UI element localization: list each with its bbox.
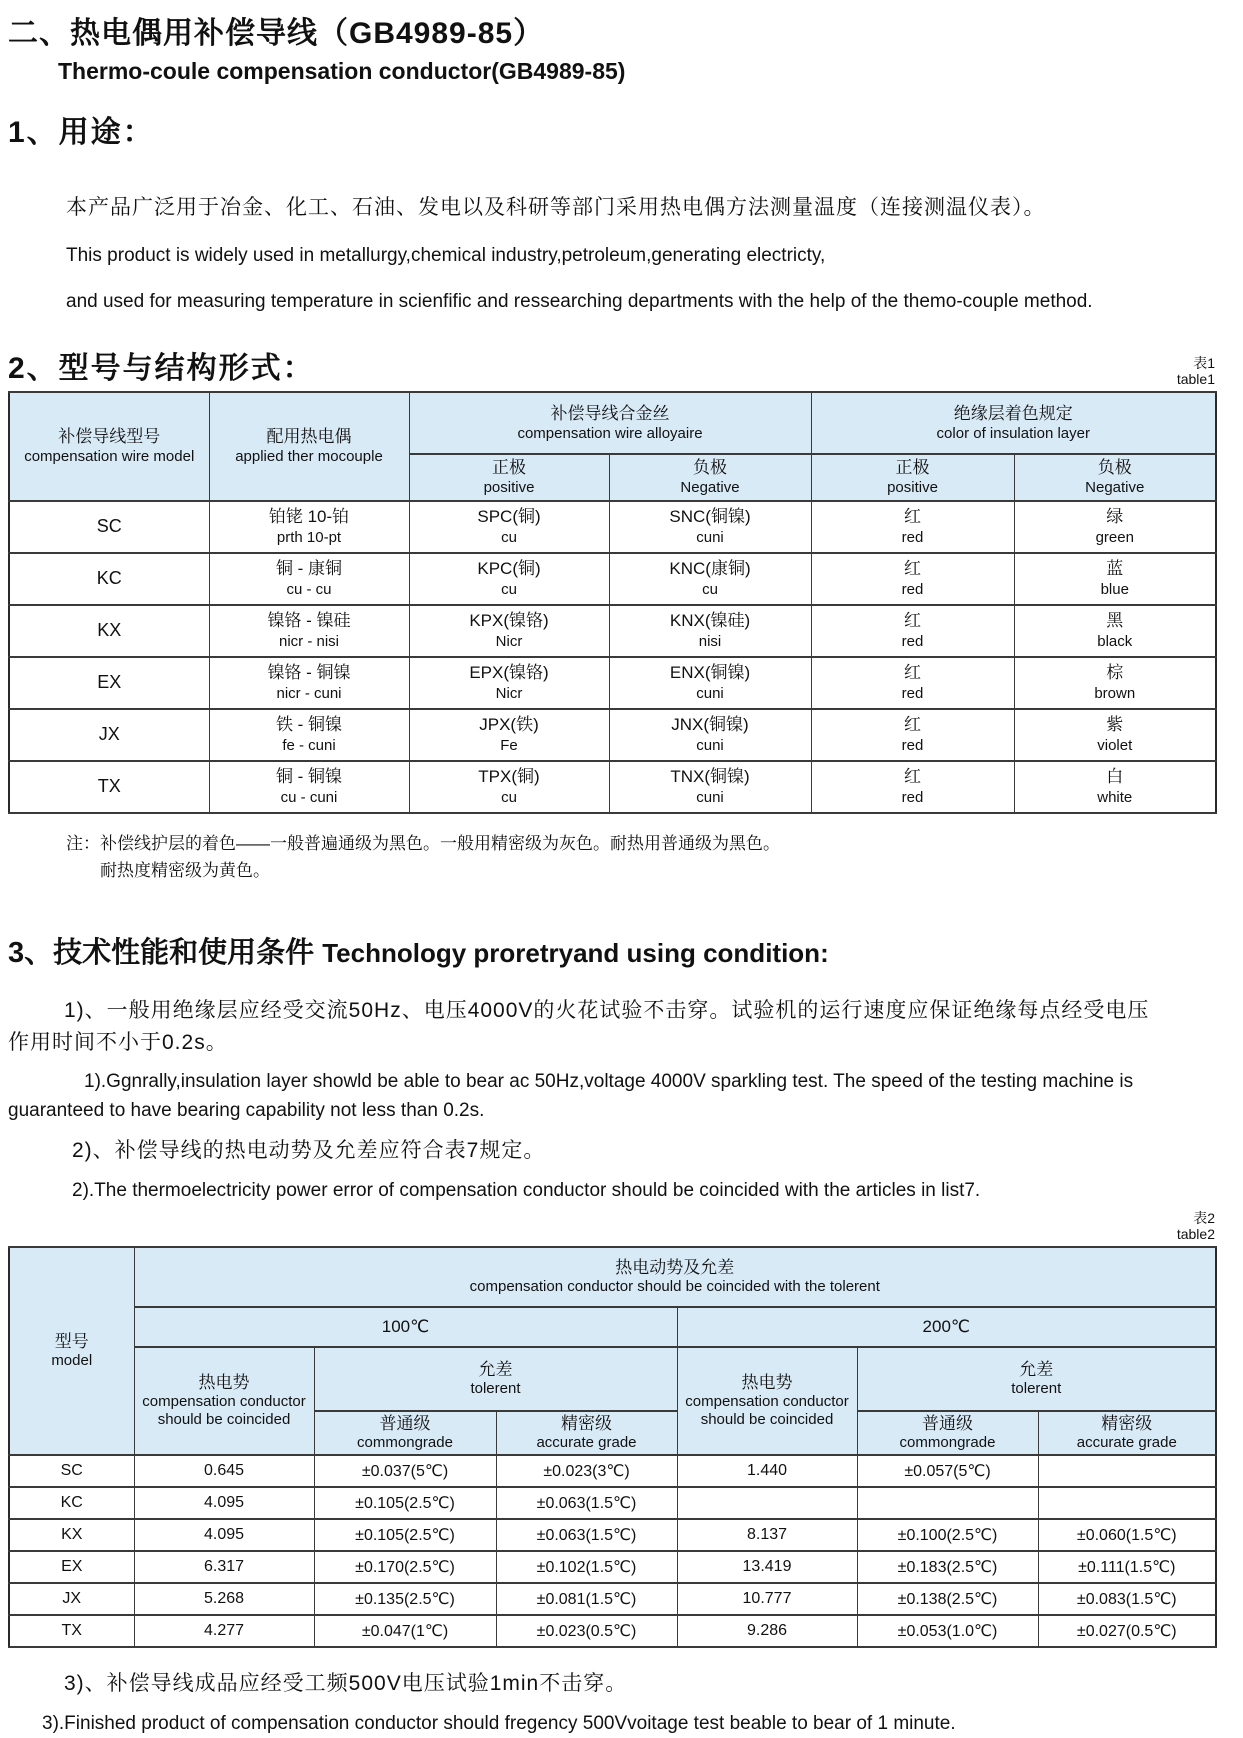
t1-header-model — [9, 392, 209, 501]
applied-cn: 铂铑 10-铂 — [268, 507, 350, 527]
cell-emf-100: 6.317 — [134, 1551, 314, 1583]
cell-accurate-200: ±0.060(1.5℃) — [1038, 1519, 1216, 1551]
t2-header-main-cn: 热电动势及允差 — [615, 1257, 735, 1277]
cell-common-100: ±0.105(2.5℃) — [314, 1487, 496, 1519]
alloy-pos-cn: KPC(铜) — [477, 559, 541, 579]
negative-label-cn: 负极 — [693, 458, 727, 477]
t2-header-tolerance-100 — [314, 1347, 677, 1411]
table1 — [8, 391, 1217, 814]
alloy-neg-cn: KNC(康铜) — [669, 559, 751, 579]
alloy-pos-en: Nicr — [495, 632, 523, 650]
cell-alloy-negative — [609, 657, 811, 709]
color-neg-cn: 黑 — [1106, 611, 1124, 631]
emf-label-en: compensation conductor should be coincided — [142, 1393, 306, 1429]
t1-header-color-neg — [1014, 454, 1216, 501]
item1-cn-line1: 1)、一般用绝缘层应经受交流50Hz、电压4000V的火花试验不击穿。试验机的运行速度应保证绝缘每点经受电压 — [64, 999, 1150, 1023]
alloy-pos-en: cu — [501, 580, 517, 598]
color-neg-en: blue — [1100, 580, 1129, 598]
cell-accurate-100: ±0.023(0.5℃) — [496, 1615, 677, 1647]
cell-model — [9, 709, 209, 761]
cell-emf-200 — [677, 1487, 857, 1519]
t2-header-accurate-200 — [1038, 1411, 1216, 1455]
cell-alloy-negative — [609, 553, 811, 605]
cell-common-200: ±0.183(2.5℃) — [857, 1551, 1038, 1583]
color-neg-en: brown — [1094, 684, 1136, 702]
model-code: KC — [96, 568, 122, 589]
alloy-neg-en: cuni — [696, 684, 724, 702]
cell-accurate-200 — [1038, 1455, 1216, 1487]
accurategrade-label-en: accurate grade — [536, 1434, 637, 1452]
cell-color-negative — [1014, 553, 1216, 605]
cell-accurate-100: ±0.063(1.5℃) — [496, 1487, 677, 1519]
commongrade-label-cn: 普通级 — [922, 1414, 973, 1433]
section3-heading — [8, 930, 1215, 971]
applied-cn: 铜 - 铜镍 — [275, 767, 343, 787]
cell-common-100: ±0.170(2.5℃) — [314, 1551, 496, 1583]
cell-accurate-200: ±0.111(1.5℃) — [1038, 1551, 1216, 1583]
negative-label-cn: 负极 — [1097, 458, 1132, 477]
temp-100-label: 100℃ — [381, 1316, 430, 1336]
section1-heading: 1、用途： — [8, 116, 155, 149]
alloy-pos-cn: EPX(镍铬) — [469, 663, 549, 683]
cell-accurate-100: ±0.081(1.5℃) — [496, 1583, 677, 1615]
color-neg-en: black — [1097, 632, 1133, 650]
cell-common-100: ±0.047(1℃) — [314, 1615, 496, 1647]
positive-label-en: positive — [483, 479, 535, 497]
applied-cn: 镍铬 - 镍硅 — [267, 611, 351, 631]
cell-alloy-positive — [409, 553, 609, 605]
item1-en-line2: guaranteed to have bearing capability not less than 0.2s. — [8, 1099, 485, 1121]
cell-alloy-positive — [409, 761, 609, 813]
t2-header-model — [9, 1247, 134, 1455]
color-pos-en: red — [901, 684, 924, 702]
cell-alloy-positive — [409, 605, 609, 657]
cell-applied — [209, 657, 409, 709]
color-pos-en: red — [901, 632, 924, 650]
cell-color-negative — [1014, 605, 1216, 657]
cell-accurate-200: ±0.027(0.5℃) — [1038, 1615, 1216, 1647]
section-models — [8, 343, 1215, 884]
accurategrade-label-cn: 精密级 — [1101, 1414, 1153, 1433]
color-pos-cn: 红 — [904, 507, 921, 527]
model-code: SC — [96, 516, 122, 537]
cell-accurate-200 — [1038, 1487, 1216, 1519]
cell-color-positive — [811, 709, 1014, 761]
accurategrade-label-en: accurate grade — [1076, 1434, 1177, 1452]
tolerance-label-en: tolerent — [470, 1380, 521, 1398]
cell-model — [9, 501, 209, 553]
t2-header-emf-200 — [677, 1347, 857, 1455]
usage-paragraph-cn: 本产品广泛用于冶金、化工、石油、发电以及科研等部门采用热电偶方法测量温度（连接测温仪表）。 — [66, 196, 1046, 219]
tolerance-label-cn: 允差 — [1019, 1359, 1054, 1379]
t2-header-200c — [677, 1307, 1216, 1347]
color-pos-en: red — [901, 580, 924, 598]
cell-emf-200: 1.440 — [677, 1455, 857, 1487]
color-pos-cn: 红 — [904, 715, 921, 735]
page-header — [8, 8, 1215, 85]
model-code: KX — [97, 620, 122, 641]
color-neg-cn: 白 — [1106, 767, 1124, 787]
cell-common-200: ±0.053(1.0℃) — [857, 1615, 1038, 1647]
cell-common-100: ±0.105(2.5℃) — [314, 1519, 496, 1551]
negative-label-en: Negative — [1085, 479, 1145, 497]
color-neg-cn: 绿 — [1106, 507, 1124, 527]
section3-heading-en: Technology proretryand using condition: — [322, 938, 829, 969]
t1-header-applied-en: applied ther mocouple — [235, 448, 383, 466]
t1-header-model-en: compensation wire model — [24, 448, 195, 466]
cell-common-200 — [857, 1487, 1038, 1519]
applied-en: nicr - cuni — [276, 684, 342, 702]
t1-header-model-cn: 补偿导线型号 — [58, 427, 161, 446]
accurategrade-label-cn: 精密级 — [561, 1414, 612, 1433]
cell-color-positive — [811, 553, 1014, 605]
cell-emf-200: 10.777 — [677, 1583, 857, 1615]
cell-common-200: ±0.100(2.5℃) — [857, 1519, 1038, 1551]
alloy-neg-cn: KNX(镍硅) — [669, 611, 751, 631]
table-row — [9, 1487, 1216, 1519]
t2-header-main-en: compensation conductor should be coincided with the tolerent — [469, 1278, 880, 1296]
negative-label-en: Negative — [680, 479, 740, 497]
cell-emf-200: 9.286 — [677, 1615, 857, 1647]
alloy-pos-en: Nicr — [495, 684, 523, 702]
cell-color-negative — [1014, 657, 1216, 709]
cell-applied — [209, 761, 409, 813]
alloy-pos-en: Fe — [500, 736, 518, 754]
cell-common-200: ±0.057(5℃) — [857, 1455, 1038, 1487]
table-row — [9, 1615, 1216, 1647]
cell-applied — [209, 709, 409, 761]
t1-header-alloy — [409, 392, 811, 454]
table-row — [9, 605, 1216, 657]
alloy-neg-en: cuni — [696, 736, 724, 754]
alloy-neg-cn: TNX(铜镍) — [670, 767, 750, 787]
cell-alloy-negative — [609, 709, 811, 761]
cell-common-100: ±0.135(2.5℃) — [314, 1583, 496, 1615]
positive-label-cn: 正极 — [895, 458, 930, 477]
cell-accurate-100: ±0.023(3℃) — [496, 1455, 677, 1487]
item3-cn: 3)、补偿导线成品应经受工频500V电压试验1min不击穿。 — [64, 1672, 628, 1696]
note-line1: 注：补偿线护层的着色——一般普遍通级为黑色。一般用精密级为灰色。耐热用普通级为黑色。 — [66, 833, 780, 853]
emf-label-cn: 热电势 — [198, 1373, 250, 1392]
emf-label-cn: 热电势 — [741, 1373, 793, 1392]
alloy-neg-cn: ENX(铜镍) — [669, 663, 751, 683]
cell-applied — [209, 605, 409, 657]
color-neg-cn: 棕 — [1106, 663, 1124, 683]
t2-header-accurate-100 — [496, 1411, 677, 1455]
cell-color-positive — [811, 605, 1014, 657]
note-line2: 耐热度精密级为黄色。 — [100, 861, 270, 881]
cell-emf-200: 8.137 — [677, 1519, 857, 1551]
alloy-neg-cn: SNC(铜镍) — [669, 507, 751, 527]
alloy-neg-en: cuni — [696, 788, 724, 806]
alloy-pos-en: cu — [501, 528, 517, 546]
t1-header-alloy-pos — [409, 454, 609, 501]
item2-en: 2).The thermoelectricity power error of compensation conductor should be coincided with the articles in list7. — [72, 1179, 981, 1201]
t2-header-model-en: model — [51, 1352, 93, 1370]
cell-alloy-negative — [609, 605, 811, 657]
item1-en-line1: 1).Ggnrally,insulation layer showld be able to bear ac 50Hz,voltage 4000V sparkling test. The speed of the testing machine is — [84, 1071, 1134, 1093]
t1-header-color — [811, 392, 1216, 454]
section-usage — [8, 107, 1215, 313]
table1-label-en: table1 — [1176, 370, 1215, 387]
t2-header-model-cn: 型号 — [54, 1332, 89, 1351]
table-row — [9, 1583, 1216, 1615]
usage-paragraph-en-line1: This product is widely used in metallurgy,chemical industry,petroleum,generating electricty, — [66, 245, 826, 266]
table-row — [9, 553, 1216, 605]
t2-header-common-100 — [314, 1411, 496, 1455]
cell-common-200: ±0.138(2.5℃) — [857, 1583, 1038, 1615]
model-code: JX — [98, 724, 120, 745]
applied-en: nicr - nisi — [278, 632, 339, 650]
t2-header-common-200 — [857, 1411, 1038, 1455]
table2-label — [1177, 1211, 1215, 1242]
positive-label-cn: 正极 — [492, 458, 526, 477]
table-row — [9, 1551, 1216, 1583]
alloy-pos-en: cu — [501, 788, 517, 806]
color-neg-en: violet — [1097, 736, 1133, 754]
table2-label-en: table2 — [1176, 1225, 1215, 1242]
commongrade-label-en: commongrade — [357, 1434, 453, 1452]
color-neg-cn: 蓝 — [1106, 559, 1124, 579]
t1-header-color-pos — [811, 454, 1014, 501]
table1-label — [1177, 356, 1215, 387]
cell-emf-100: 0.645 — [134, 1455, 314, 1487]
temp-200-label: 200℃ — [922, 1316, 970, 1336]
applied-en: cu - cu — [286, 580, 332, 598]
cell-emf-100: 5.268 — [134, 1583, 314, 1615]
applied-cn: 铁 - 铜镍 — [275, 715, 343, 735]
alloy-pos-cn: TPX(铜) — [478, 767, 540, 787]
t1-header-color-cn: 绝缘层着色规定 — [953, 403, 1073, 423]
color-pos-en: red — [901, 788, 924, 806]
cell-alloy-positive — [409, 709, 609, 761]
t2-header-100c — [134, 1307, 677, 1347]
cell-color-positive — [811, 501, 1014, 553]
cell-model: JX — [9, 1583, 134, 1615]
model-code: TX — [97, 776, 121, 797]
alloy-neg-en: cuni — [696, 528, 724, 546]
cell-emf-200: 13.419 — [677, 1551, 857, 1583]
model-code: EX — [97, 672, 122, 693]
t1-header-alloy-cn: 补偿导线合金丝 — [550, 403, 670, 423]
alloy-neg-en: cu — [702, 580, 718, 598]
alloy-neg-en: nisi — [698, 632, 722, 650]
table-row — [9, 501, 1216, 553]
color-pos-en: red — [901, 528, 924, 546]
applied-cn: 铜 - 康铜 — [275, 559, 343, 579]
item1-cn-line2: 作用时间不小于0.2s。 — [8, 1030, 228, 1054]
cell-common-100: ±0.037(5℃) — [314, 1455, 496, 1487]
item3-en: 3).Finished product of compensation conductor should fregency 500Vvoitage test beable to bear of 1 minute. — [42, 1712, 956, 1734]
cell-model: SC — [9, 1455, 134, 1487]
cell-alloy-positive — [409, 657, 609, 709]
table2-label-cn: 表2 — [1193, 1210, 1215, 1227]
cell-alloy-negative — [609, 501, 811, 553]
applied-en: fe - cuni — [282, 736, 336, 754]
page-title-en: Thermo-coule compensation conductor(GB4989-85) — [58, 58, 626, 84]
cell-alloy-negative — [609, 761, 811, 813]
page-title-cn: 二、热电偶用补偿导线（GB4989-85） — [8, 17, 545, 50]
cell-model: KX — [9, 1519, 134, 1551]
color-pos-cn: 红 — [904, 559, 921, 579]
cell-model: KC — [9, 1487, 134, 1519]
t1-header-applied-cn: 配用热电偶 — [266, 427, 352, 446]
cell-model: EX — [9, 1551, 134, 1583]
cell-accurate-100: ±0.063(1.5℃) — [496, 1519, 677, 1551]
alloy-pos-cn: KPX(镍铬) — [469, 611, 549, 631]
color-pos-cn: 红 — [904, 611, 921, 631]
cell-color-positive — [811, 761, 1014, 813]
cell-model: TX — [9, 1615, 134, 1647]
table-row — [9, 709, 1216, 761]
emf-label-en: compensation conductor should be coincided — [685, 1393, 849, 1429]
cell-emf-100: 4.277 — [134, 1615, 314, 1647]
usage-paragraph-en-line2: and used for measuring temperature in scienfific and ressearching departments with the help of the themo-couple method. — [66, 291, 1093, 312]
t2-header-main — [134, 1247, 1216, 1307]
color-pos-cn: 红 — [904, 767, 921, 787]
table1-note — [8, 830, 1215, 884]
color-pos-cn: 红 — [904, 663, 921, 683]
cell-applied — [209, 553, 409, 605]
table1-label-cn: 表1 — [1193, 355, 1215, 372]
section2-heading: 2、型号与结构形式： — [8, 352, 315, 385]
tolerance-label-cn: 允差 — [478, 1359, 513, 1379]
t1-header-color-en: color of insulation layer — [936, 424, 1090, 442]
item2-cn: 2)、补偿导线的热电动势及允差应符合表7规定。 — [72, 1139, 546, 1163]
cell-model — [9, 657, 209, 709]
t1-header-alloy-neg — [609, 454, 811, 501]
cell-applied — [209, 501, 409, 553]
tolerance-label-en: tolerent — [1011, 1380, 1062, 1398]
table-row — [9, 1519, 1216, 1551]
table-row — [9, 657, 1216, 709]
cell-accurate-100: ±0.102(1.5℃) — [496, 1551, 677, 1583]
cell-model — [9, 761, 209, 813]
cell-color-negative — [1014, 501, 1216, 553]
cell-accurate-200: ±0.083(1.5℃) — [1038, 1583, 1216, 1615]
cell-emf-100: 4.095 — [134, 1519, 314, 1551]
cell-model — [9, 553, 209, 605]
cell-color-negative — [1014, 761, 1216, 813]
color-neg-cn: 紫 — [1106, 715, 1124, 735]
table2 — [8, 1246, 1217, 1648]
t2-header-tolerance-200 — [857, 1347, 1216, 1411]
alloy-pos-cn: JPX(铁) — [479, 715, 539, 735]
table-row — [9, 761, 1216, 813]
table-row — [9, 1455, 1216, 1487]
commongrade-label-cn: 普通级 — [379, 1414, 431, 1433]
alloy-pos-cn: SPC(铜) — [477, 507, 541, 527]
t2-header-emf-100 — [134, 1347, 314, 1455]
cell-model — [9, 605, 209, 657]
applied-en: prth 10-pt — [276, 528, 342, 546]
cell-alloy-positive — [409, 501, 609, 553]
section-technology — [8, 930, 1215, 1738]
cell-emf-100: 4.095 — [134, 1487, 314, 1519]
applied-en: cu - cuni — [280, 788, 338, 806]
t1-header-alloy-en: compensation wire alloyaire — [517, 424, 703, 442]
commongrade-label-en: commongrade — [899, 1434, 996, 1452]
color-pos-en: red — [901, 736, 924, 754]
cell-color-negative — [1014, 709, 1216, 761]
applied-cn: 镍铬 - 铜镍 — [267, 663, 351, 683]
alloy-neg-cn: JNX(铜镍) — [671, 715, 749, 735]
positive-label-en: positive — [887, 479, 938, 497]
color-neg-en: white — [1097, 788, 1133, 806]
color-neg-en: green — [1095, 528, 1134, 546]
section3-heading-cn: 3、技术性能和使用条件 — [8, 937, 315, 970]
t1-header-applied — [209, 392, 409, 501]
cell-color-positive — [811, 657, 1014, 709]
